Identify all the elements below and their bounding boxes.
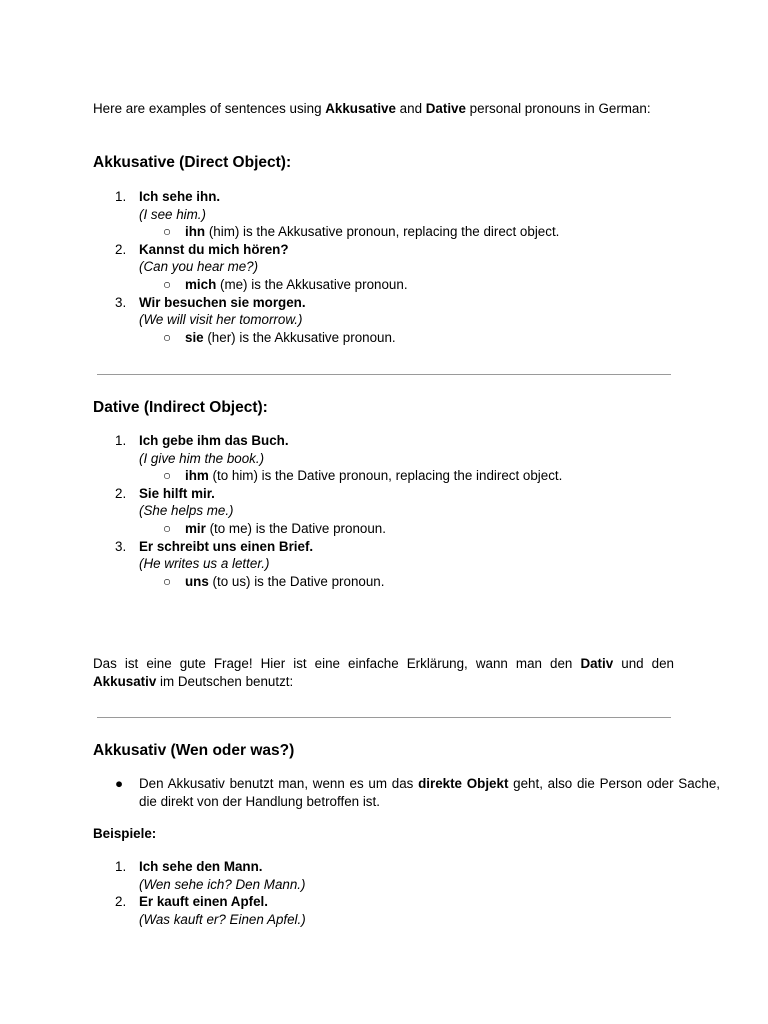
intro-bold-akkusative: Akkusative bbox=[325, 101, 396, 116]
german-sentence: Wir besuchen sie morgen. bbox=[139, 294, 306, 310]
explanation-paragraph bbox=[93, 655, 674, 691]
akkusative-list bbox=[93, 188, 674, 346]
bullet-text: Den Akkusativ benutzt man, wenn es um das bbox=[139, 776, 419, 791]
bullet-text: geht, also die Person oder Sache, die direkt von der Handlung betroffen ist. bbox=[139, 776, 720, 809]
english-translation: (We will visit her tomorrow.) bbox=[139, 312, 303, 328]
list-item bbox=[93, 858, 674, 893]
german-sentence: Er kauft einen Apfel. bbox=[139, 894, 268, 910]
list-item bbox=[93, 294, 674, 347]
hollow-bullet-icon: ○ bbox=[163, 329, 172, 345]
english-translation: (Can you hear me?) bbox=[139, 259, 259, 275]
german-sentence: Ich sehe ihn. bbox=[139, 189, 221, 204]
item-number: 2. bbox=[115, 241, 127, 257]
pronoun: mir bbox=[185, 520, 206, 536]
explanation-text: (her) is the Akkusative pronoun. bbox=[203, 329, 396, 345]
explanation-sub-item bbox=[139, 329, 674, 347]
pronoun: ihm bbox=[185, 468, 209, 484]
english-translation: (Wen sehe ich? Den Mann.) bbox=[139, 876, 306, 892]
intro-text: Here are examples of sentences using bbox=[93, 101, 326, 116]
english-translation: (I see him.) bbox=[139, 206, 206, 222]
item-number: 3. bbox=[115, 294, 127, 310]
dative-list bbox=[93, 432, 674, 590]
hollow-bullet-icon: ○ bbox=[163, 224, 172, 240]
english-translation: (I give him the book.) bbox=[139, 450, 265, 466]
intro-text: and bbox=[395, 101, 426, 116]
intro-bold-dative: Dative bbox=[425, 101, 466, 116]
list-item bbox=[93, 485, 674, 538]
dative-heading: Dative (Indirect Object): bbox=[93, 399, 268, 416]
akkusativ-wen-heading: Akkusativ (Wen oder was?) bbox=[93, 742, 295, 759]
pronoun: ihn bbox=[185, 224, 206, 240]
hollow-bullet-icon: ○ bbox=[163, 520, 172, 536]
explanation-text: Das ist eine gute Frage! Hier ist eine einfache Erklärung, wann man den bbox=[93, 656, 581, 671]
item-number: 2. bbox=[115, 894, 127, 910]
explanation-sub-item bbox=[139, 520, 674, 538]
akkusative-heading: Akkusative (Direct Object): bbox=[93, 154, 292, 171]
pronoun: sie bbox=[185, 329, 204, 345]
explanation-text: (to him) is the Dative pronoun, replacing the indirect object. bbox=[208, 468, 563, 484]
item-number: 3. bbox=[115, 538, 127, 554]
list-item bbox=[93, 538, 674, 591]
intro-paragraph bbox=[93, 100, 674, 118]
horizontal-rule bbox=[97, 717, 671, 718]
explanation-text: (me) is the Akkusative pronoun. bbox=[216, 276, 408, 292]
hollow-bullet-icon: ○ bbox=[163, 573, 172, 589]
item-number: 1. bbox=[115, 189, 127, 204]
explanation-text: im Deutschen benutzt: bbox=[156, 674, 294, 689]
english-translation: (She helps me.) bbox=[139, 503, 234, 519]
examples-list bbox=[93, 858, 674, 928]
explanation-sub-item bbox=[139, 276, 674, 294]
pronoun: mich bbox=[185, 276, 217, 292]
list-item bbox=[93, 241, 674, 294]
german-sentence: Er schreibt uns einen Brief. bbox=[139, 538, 314, 554]
examples-label: Beispiele: bbox=[93, 826, 157, 841]
german-sentence: Ich sehe den Mann. bbox=[139, 859, 263, 874]
explanation-text: (him) is the Akkusative pronoun, replacing the direct object. bbox=[205, 224, 560, 240]
item-number: 1. bbox=[115, 859, 127, 874]
explanation-sub-item bbox=[139, 223, 674, 241]
bold-dativ: Dativ bbox=[580, 656, 614, 671]
horizontal-rule bbox=[97, 374, 671, 375]
bold-direkte-objekt: direkte Objekt bbox=[418, 776, 509, 791]
intro-text: personal pronouns in German: bbox=[465, 101, 651, 116]
explanation-text: (to me) is the Dative pronoun. bbox=[205, 520, 386, 536]
filled-bullet-icon: ● bbox=[115, 776, 124, 791]
german-sentence: Sie hilft mir. bbox=[139, 485, 215, 501]
hollow-bullet-icon: ○ bbox=[163, 276, 172, 292]
pronoun: uns bbox=[185, 573, 209, 589]
german-sentence: Kannst du mich hören? bbox=[139, 241, 289, 257]
item-number: 2. bbox=[115, 485, 127, 501]
explanation-text: (to us) is the Dative pronoun. bbox=[208, 573, 385, 589]
akkusativ-bullet-item bbox=[93, 775, 720, 811]
german-sentence: Ich gebe ihm das Buch. bbox=[139, 433, 289, 448]
list-item bbox=[93, 188, 674, 241]
english-translation: (Was kauft er? Einen Apfel.) bbox=[139, 911, 306, 927]
explanation-sub-item bbox=[139, 467, 674, 485]
bold-akkusativ: Akkusativ bbox=[93, 674, 157, 689]
list-item bbox=[93, 893, 674, 928]
list-item bbox=[93, 432, 674, 485]
item-number: 1. bbox=[115, 433, 127, 448]
english-translation: (He writes us a letter.) bbox=[139, 556, 270, 572]
explanation-sub-item bbox=[139, 573, 674, 591]
hollow-bullet-icon: ○ bbox=[163, 468, 172, 484]
explanation-text: und den bbox=[613, 656, 674, 671]
